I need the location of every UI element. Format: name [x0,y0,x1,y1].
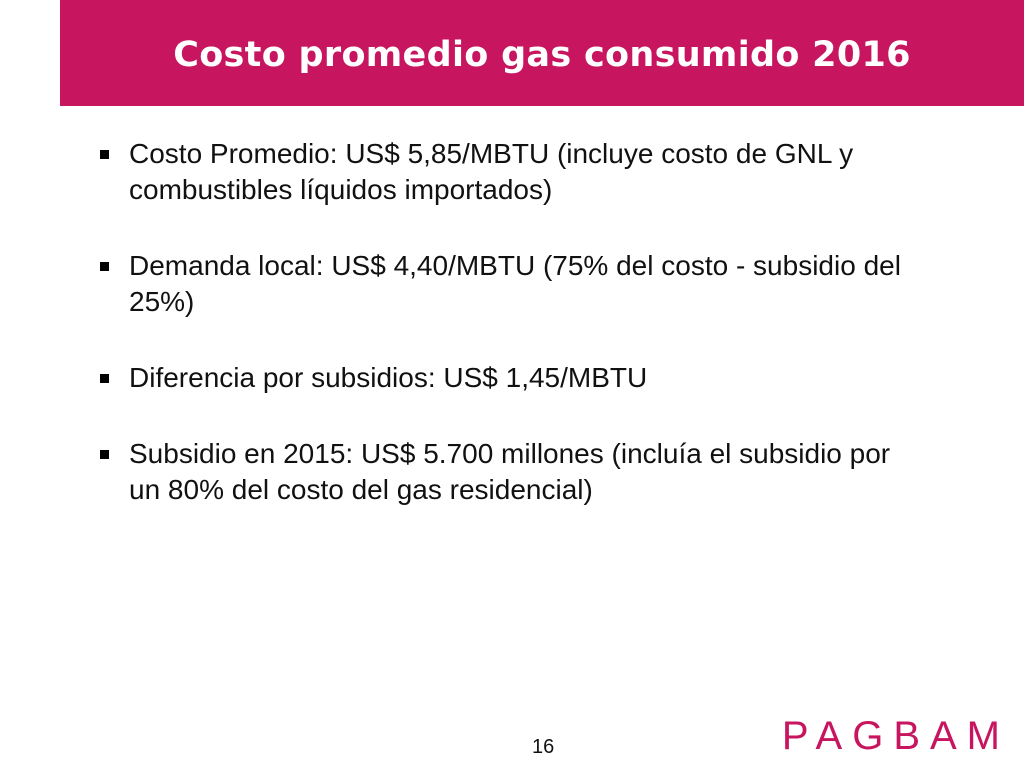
bullet-text: Demanda local: US$ 4,40/MBTU (75% del costo - subsidio del 25%) [129,250,901,317]
square-bullet-icon [100,262,109,271]
bullet-item [96,248,926,320]
square-bullet-icon [100,150,109,159]
bullet-item [96,436,926,508]
brand-logo: PAGBAM [781,714,1010,758]
slide-title: Costo promedio gas consumido 2016 [173,35,911,75]
title-band [60,0,1024,106]
bullet-text: Diferencia por subsidios: US$ 1,45/MBTU [129,362,648,393]
bullet-item [96,136,926,208]
bullet-item [96,360,926,396]
bullet-list [96,136,926,548]
bullet-text: Costo Promedio: US$ 5,85/MBTU (incluye costo de GNL y combustibles líquidos importados) [129,138,854,205]
page-number: 16 [532,736,555,758]
square-bullet-icon [100,374,109,383]
square-bullet-icon [100,450,109,459]
bullet-text: Subsidio en 2015: US$ 5.700 millones (incluía el subsidio por un 80% del costo del gas residencial) [129,438,891,505]
